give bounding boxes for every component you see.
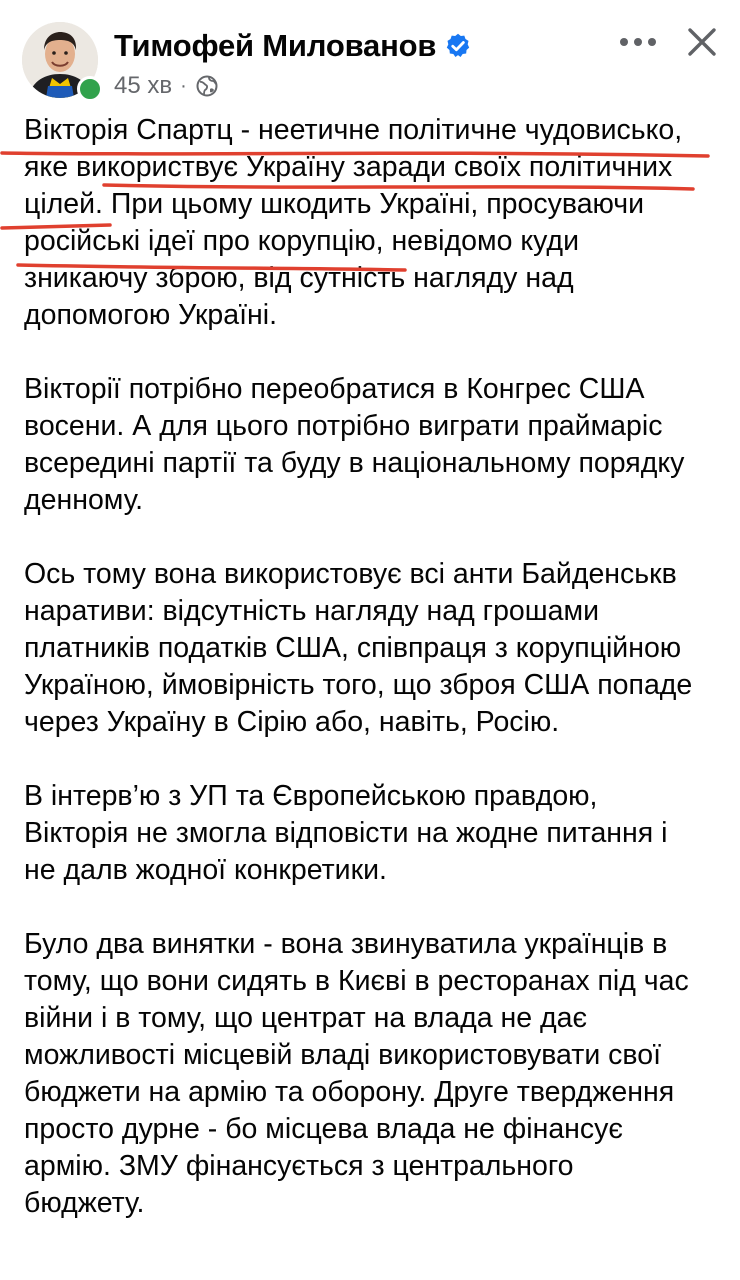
text-line: восени. А для цього потрібно виграти праймаріс [24, 410, 663, 442]
text-line: наративи: відсутність нагляду над грошами [24, 595, 600, 627]
text-line: не далв жодної конкретики. [24, 854, 387, 886]
post-paragraph [24, 926, 724, 1222]
post-paragraph [24, 556, 724, 741]
author-row [114, 26, 472, 66]
text-line: можливості місцевій владі використовувати свої [24, 1039, 661, 1071]
text-line: Вікторії потрібно переобратися в Конгрес США [24, 373, 645, 405]
text-line: допомогою Україні. [24, 299, 278, 331]
text-line: через Україну в Сірію або, навіть, Росію. [24, 706, 560, 738]
text-line: денному. [24, 484, 144, 516]
post-meta [114, 70, 219, 102]
text-line: Було два винятки - вона звинуватила українців в [24, 928, 668, 960]
post-timestamp[interactable]: 45 хв [114, 72, 173, 99]
meta-separator: · [180, 74, 187, 97]
text-line: зникаючу зброю, від сутність нагляду над [24, 262, 574, 294]
text-line: всередині партії та буду в національному порядку [24, 447, 685, 479]
text-line: тому, що вони сидять в Києві в ресторанах під час [24, 965, 689, 997]
text-line: Україною, ймовірність того, що зброя США попаде [24, 669, 693, 701]
text-line: російські ідеї про корупцію, невідомо куди [24, 225, 579, 257]
author-name[interactable]: Тимофей Милованов [114, 28, 437, 63]
post-paragraph [24, 778, 724, 889]
more-options-button[interactable] [614, 26, 662, 58]
post-paragraph [24, 371, 724, 519]
text-line: бюджети на армію та оборону. Друге твердження [24, 1076, 675, 1108]
text-line: яке використвує Україну заради своїх політичних [24, 151, 673, 183]
text-line: війни і в тому, що центрат на влада не дає [24, 1002, 588, 1034]
text-line: Вікторія Спартц - неетичне політичне чудовисько, [24, 114, 683, 146]
post-text [24, 112, 724, 1259]
text-line: армію. ЗМУ фінансується з центрального [24, 1150, 574, 1182]
globe-icon[interactable] [195, 74, 219, 98]
text-line: бюджету. [24, 1187, 145, 1219]
text-line: Вікторія не змогла відповісти на жодне питання і [24, 817, 668, 849]
post-header [0, 0, 740, 110]
more-options-icon [618, 37, 658, 47]
text-line: платників податків США, співпраця з корупційною [24, 632, 682, 664]
text-line: цілей. При цьому шкодить Україні, просуваючи [24, 188, 645, 220]
post-paragraph [24, 112, 724, 334]
text-line: В інтерв’ю з УП та Європейською правдою, [24, 780, 598, 812]
text-line: просто дурне - бо місцева влада не фінансує [24, 1113, 623, 1145]
online-status-indicator [77, 76, 103, 102]
verified-badge-icon [444, 32, 472, 60]
close-icon [686, 26, 718, 58]
close-button[interactable] [680, 20, 724, 64]
text-line: Ось тому вона використовує всі анти Байденськв [24, 558, 677, 590]
